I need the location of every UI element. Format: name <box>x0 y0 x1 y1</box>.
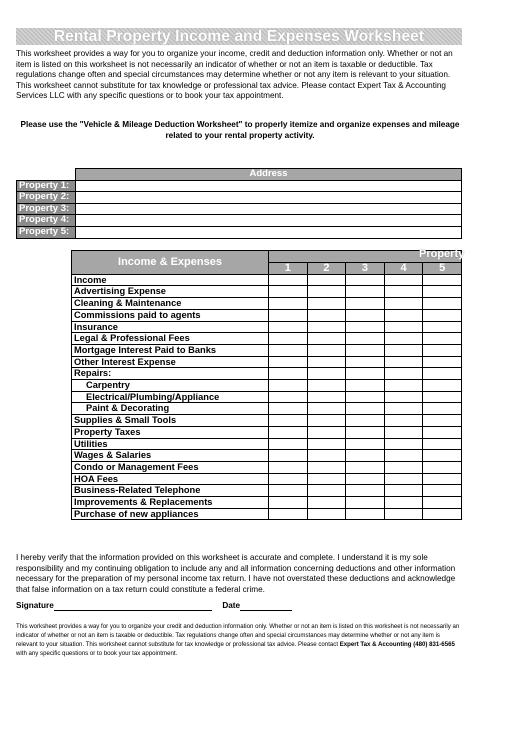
address-corner <box>17 169 76 181</box>
amount-cell-property-3[interactable] <box>346 380 385 392</box>
amount-cell-property-1[interactable] <box>269 321 308 333</box>
amount-cell-property-2[interactable] <box>307 438 346 450</box>
property-header: Property <box>419 248 465 260</box>
amount-cell-property-1[interactable] <box>269 356 308 368</box>
amount-cell-property-4[interactable] <box>384 461 423 473</box>
amount-cell-property-1[interactable] <box>269 286 308 298</box>
amount-cell-property-4[interactable] <box>384 391 423 403</box>
address-row <box>17 192 462 204</box>
property-4-address-field[interactable] <box>76 215 462 227</box>
table-row <box>72 344 462 356</box>
amount-cell-property-3[interactable] <box>346 286 385 298</box>
amount-cell-property-1[interactable] <box>269 473 308 485</box>
amount-cell-property-1[interactable] <box>269 368 308 380</box>
property-4-label: Property 4: <box>17 215 76 227</box>
row-label: Commissions paid to agents <box>72 309 269 321</box>
amount-cell-property-3[interactable] <box>346 426 385 438</box>
column-2-header: 2 <box>307 263 346 275</box>
table-row <box>72 309 462 321</box>
amount-cell-property-1[interactable] <box>269 485 308 497</box>
amount-cell-property-2[interactable] <box>307 473 346 485</box>
amount-cell-property-1[interactable] <box>269 309 308 321</box>
signature-row <box>16 600 464 611</box>
amount-cell-property-5[interactable] <box>423 497 462 509</box>
row-label: Other Interest Expense <box>72 356 269 368</box>
property-2-label: Property 2: <box>17 192 76 204</box>
row-label: Condo or Management Fees <box>72 461 269 473</box>
amount-cell-property-5[interactable] <box>423 426 462 438</box>
amount-cell-property-3[interactable] <box>346 321 385 333</box>
amount-cell-property-1[interactable] <box>269 497 308 509</box>
amount-cell-property-5[interactable] <box>423 356 462 368</box>
amount-cell-property-1[interactable] <box>269 344 308 356</box>
amount-cell-property-4[interactable] <box>384 368 423 380</box>
amount-cell-property-1[interactable] <box>269 508 308 520</box>
amount-cell-property-2[interactable] <box>307 321 346 333</box>
table-row <box>72 391 462 403</box>
amount-cell-property-5[interactable] <box>423 321 462 333</box>
amount-cell-property-3[interactable] <box>346 403 385 415</box>
amount-cell-property-3[interactable] <box>346 415 385 427</box>
amount-cell-property-5[interactable] <box>423 508 462 520</box>
amount-cell-property-5[interactable] <box>423 391 462 403</box>
amount-cell-property-5[interactable] <box>423 286 462 298</box>
row-label: Utilities <box>72 438 269 450</box>
amount-cell-property-1[interactable] <box>269 415 308 427</box>
column-3-header: 3 <box>346 263 385 275</box>
amount-cell-property-3[interactable] <box>346 391 385 403</box>
row-label: Paint & Decorating <box>72 403 269 415</box>
amount-cell-property-1[interactable] <box>269 426 308 438</box>
amount-cell-property-4[interactable] <box>384 473 423 485</box>
property-2-address-field[interactable] <box>76 192 462 204</box>
amount-cell-property-3[interactable] <box>346 298 385 310</box>
amount-cell-property-4[interactable] <box>384 497 423 509</box>
amount-cell-property-2[interactable] <box>307 368 346 380</box>
intro-paragraph: This worksheet provides a way for you to organize your income, credit and deduction information only. Whether or not an item is listed on this worksheet is not necessarily an indicator of whether or not an item is taxable or deductible. Tax regulations change often and special circumstances may determine whether or not any item is relevant to your situation. This worksheet cannot substitute for tax knowledge or professional tax advice. Please contact Expert Tax & Accounting Services LLC with any specific questions or to book your tax appointment. <box>16 49 453 101</box>
row-label: Carpentry <box>72 380 269 392</box>
table-row <box>72 450 462 462</box>
column-5-header: 5 <box>423 263 462 275</box>
table-row <box>72 473 462 485</box>
income-expenses-table <box>71 248 465 520</box>
row-label: HOA Fees <box>72 473 269 485</box>
amount-cell-property-3[interactable] <box>346 473 385 485</box>
amount-cell-property-3[interactable] <box>346 450 385 462</box>
table-row <box>72 380 462 392</box>
page-title: Rental Property Income and Expenses Worksheet <box>16 28 462 45</box>
signature-field[interactable] <box>54 601 212 611</box>
column-4-header: 4 <box>384 263 423 275</box>
amount-cell-property-4[interactable] <box>384 286 423 298</box>
address-row <box>17 215 462 227</box>
footer-tail: with any specific questions or to book your tax appointment. <box>16 650 178 657</box>
amount-cell-property-5[interactable] <box>423 380 462 392</box>
amount-cell-property-2[interactable] <box>307 344 346 356</box>
amount-cell-property-2[interactable] <box>307 391 346 403</box>
amount-cell-property-4[interactable] <box>384 344 423 356</box>
property-1-address-field[interactable] <box>76 180 462 192</box>
amount-cell-property-3[interactable] <box>346 344 385 356</box>
amount-cell-property-3[interactable] <box>346 438 385 450</box>
amount-cell-property-5[interactable] <box>423 438 462 450</box>
amount-cell-property-1[interactable] <box>269 391 308 403</box>
table-row <box>72 438 462 450</box>
table-row <box>72 368 462 380</box>
row-label: Repairs: <box>72 368 269 380</box>
amount-cell-property-2[interactable] <box>307 403 346 415</box>
amount-cell-property-2[interactable] <box>307 461 346 473</box>
table-row <box>72 426 462 438</box>
amount-cell-property-3[interactable] <box>346 461 385 473</box>
table-row <box>72 485 462 497</box>
amount-cell-property-3[interactable] <box>346 368 385 380</box>
amount-cell-property-2[interactable] <box>307 333 346 345</box>
amount-cell-property-2[interactable] <box>307 286 346 298</box>
row-label: Advertising Expense <box>72 286 269 298</box>
amount-cell-property-2[interactable] <box>307 485 346 497</box>
amount-cell-property-5[interactable] <box>423 274 462 286</box>
amount-cell-property-4[interactable] <box>384 356 423 368</box>
amount-cell-property-5[interactable] <box>423 344 462 356</box>
amount-cell-property-4[interactable] <box>384 309 423 321</box>
amount-cell-property-2[interactable] <box>307 380 346 392</box>
amount-cell-property-4[interactable] <box>384 438 423 450</box>
column-1-header: 1 <box>269 263 308 275</box>
property-3-label: Property 3: <box>17 203 76 215</box>
amount-cell-property-2[interactable] <box>307 450 346 462</box>
amount-cell-property-1[interactable] <box>269 461 308 473</box>
property-5-address-field[interactable] <box>76 226 462 238</box>
footer-disclaimer <box>16 622 462 658</box>
amount-cell-property-1[interactable] <box>269 380 308 392</box>
table-row <box>72 508 462 520</box>
date-label: Date <box>222 601 241 610</box>
amount-cell-property-4[interactable] <box>384 415 423 427</box>
income-expenses-header: Income & Expenses <box>72 251 269 275</box>
row-label: Supplies & Small Tools <box>72 415 269 427</box>
address-table <box>16 168 462 239</box>
property-1-label: Property 1: <box>17 180 76 192</box>
amount-cell-property-4[interactable] <box>384 274 423 286</box>
amount-cell-property-4[interactable] <box>384 403 423 415</box>
amount-cell-property-5[interactable] <box>423 485 462 497</box>
address-header: Address <box>76 169 462 181</box>
property-3-address-field[interactable] <box>76 203 462 215</box>
amount-cell-property-5[interactable] <box>423 450 462 462</box>
row-label: Legal & Professional Fees <box>72 333 269 345</box>
amount-cell-property-4[interactable] <box>384 508 423 520</box>
amount-cell-property-5[interactable] <box>423 298 462 310</box>
table-row <box>72 298 462 310</box>
amount-cell-property-5[interactable] <box>423 415 462 427</box>
amount-cell-property-3[interactable] <box>346 497 385 509</box>
address-row <box>17 226 462 238</box>
vehicle-worksheet-notice: Please use the "Vehicle & Mileage Deduction Worksheet" to properly itemize and organize expenses and mileage related to your rental property activity. <box>20 120 460 140</box>
row-label: Purchase of new appliances <box>72 508 269 520</box>
address-row <box>17 180 462 192</box>
table-row <box>72 356 462 368</box>
table-row <box>72 274 462 286</box>
amount-cell-property-2[interactable] <box>307 274 346 286</box>
table-row <box>72 333 462 345</box>
amount-cell-property-5[interactable] <box>423 368 462 380</box>
row-label: Electrical/Plumbing/Appliance <box>72 391 269 403</box>
table-row <box>72 403 462 415</box>
signature-label: Signature <box>16 601 54 610</box>
table-row <box>72 461 462 473</box>
row-label: Income <box>72 274 269 286</box>
amount-cell-property-3[interactable] <box>346 508 385 520</box>
amount-cell-property-4[interactable] <box>384 333 423 345</box>
amount-cell-property-4[interactable] <box>384 298 423 310</box>
row-label: Business-Related Telephone <box>72 485 269 497</box>
amount-cell-property-5[interactable] <box>423 309 462 321</box>
row-label: Mortgage Interest Paid to Banks <box>72 344 269 356</box>
amount-cell-property-4[interactable] <box>384 321 423 333</box>
row-label: Insurance <box>72 321 269 333</box>
table-row <box>72 321 462 333</box>
amount-cell-property-2[interactable] <box>307 497 346 509</box>
table-row <box>72 415 462 427</box>
amount-cell-property-1[interactable] <box>269 274 308 286</box>
amount-cell-property-1[interactable] <box>269 403 308 415</box>
table-row <box>72 286 462 298</box>
row-label: Wages & Salaries <box>72 450 269 462</box>
amount-cell-property-1[interactable] <box>269 438 308 450</box>
amount-cell-property-1[interactable] <box>269 298 308 310</box>
amount-cell-property-3[interactable] <box>346 333 385 345</box>
amount-cell-property-5[interactable] <box>423 473 462 485</box>
property-header-cell <box>269 248 465 263</box>
amount-cell-property-3[interactable] <box>346 309 385 321</box>
amount-cell-property-4[interactable] <box>384 380 423 392</box>
date-field[interactable] <box>240 601 292 611</box>
footer-text: This worksheet provides a way for you to organize your credit and deduction information only. Whether or not an item is listed on this worksheet is not necessarily an indicator of whether or not an item is taxable or deductible. Tax regulations change often and special circumstances may determine whether or not any item is relevant to your situation. This worksheet cannot substitute for tax knowledge or professional tax advice. Please contact <box>16 623 460 648</box>
row-label: Property Taxes <box>72 426 269 438</box>
amount-cell-property-5[interactable] <box>423 403 462 415</box>
amount-cell-property-2[interactable] <box>307 415 346 427</box>
property-5-label: Property 5: <box>17 226 76 238</box>
amount-cell-property-5[interactable] <box>423 333 462 345</box>
amount-cell-property-3[interactable] <box>346 356 385 368</box>
amount-cell-property-1[interactable] <box>269 450 308 462</box>
amount-cell-property-2[interactable] <box>307 309 346 321</box>
verification-statement: I hereby verify that the information provided on this worksheet is accurate and complete. I understand it is my sole responsibility and my continuing obligation to include any and all information concerning deductions and other information necessary for the preparation of my personal income tax return. I have not overstated these deductions and acknowledge that false information on a tax return could constitute a federal crime. <box>16 553 456 594</box>
row-label: Improvements & Replacements <box>72 497 269 509</box>
footer-company: Expert Tax & Accounting (480) 831-6565 <box>339 641 455 648</box>
amount-cell-property-1[interactable] <box>269 333 308 345</box>
amount-cell-property-2[interactable] <box>307 426 346 438</box>
row-label: Cleaning & Maintenance <box>72 298 269 310</box>
amount-cell-property-2[interactable] <box>307 298 346 310</box>
amount-cell-property-4[interactable] <box>384 485 423 497</box>
amount-cell-property-4[interactable] <box>384 426 423 438</box>
amount-cell-property-2[interactable] <box>307 356 346 368</box>
amount-cell-property-3[interactable] <box>346 274 385 286</box>
amount-cell-property-5[interactable] <box>423 461 462 473</box>
table-row <box>72 497 462 509</box>
amount-cell-property-4[interactable] <box>384 450 423 462</box>
address-row <box>17 203 462 215</box>
amount-cell-property-2[interactable] <box>307 508 346 520</box>
amount-cell-property-3[interactable] <box>346 485 385 497</box>
